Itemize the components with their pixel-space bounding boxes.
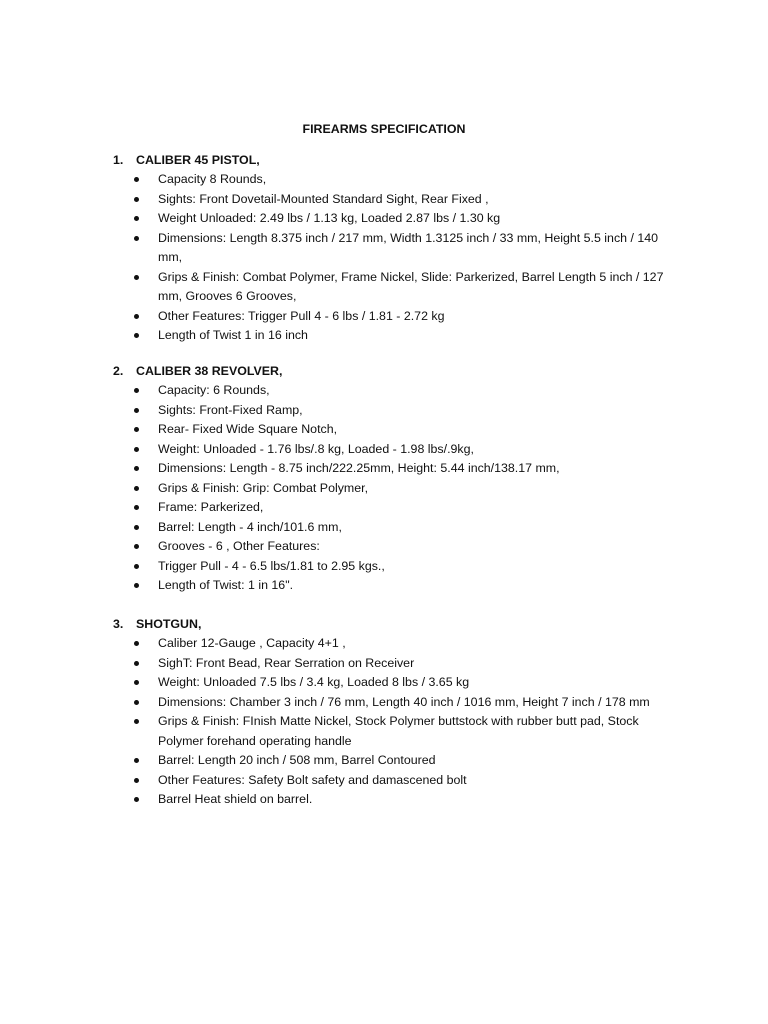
section-pistol	[113, 150, 673, 346]
list-item	[113, 771, 673, 791]
list-item-text: Caliber 12-Gauge , Capacity 4+1 ,	[158, 636, 346, 650]
bullet-icon	[134, 408, 139, 413]
section-title: CALIBER 45 PISTOL,	[136, 153, 260, 167]
list-item-text: Barrel: Length - 4 inch/101.6 mm,	[158, 519, 342, 534]
bullet-icon	[134, 583, 139, 588]
list-item-text: Sights: Front Dovetail-Mounted Standard Sight, Rear Fixed ,	[158, 191, 489, 206]
list-item	[113, 634, 673, 654]
spec-list	[113, 381, 673, 596]
list-item	[113, 537, 673, 557]
bullet-icon	[134, 275, 139, 280]
list-item-text: Length of Twist: 1 in 16".	[158, 578, 294, 592]
list-item	[113, 712, 673, 751]
bullet-icon	[134, 333, 139, 338]
bullet-icon	[134, 447, 139, 452]
list-item-text: Capacity 8 Rounds,	[158, 172, 267, 186]
list-item-text: Rear- Fixed Wide Square Notch,	[158, 422, 338, 436]
bullet-icon	[134, 797, 139, 802]
spec-list	[113, 170, 673, 346]
list-item	[113, 420, 673, 440]
list-item-text: Length of Twist 1 in 16 inch	[158, 328, 308, 342]
document-title: FIREARMS SPECIFICATION	[302, 122, 466, 136]
bullet-icon	[134, 314, 139, 319]
list-item	[113, 557, 673, 577]
list-item-text: Grips & Finish: FInish Matte Nickel, Stock Polymer buttstock with rubber butt pad, Stock Polymer forehand operating handle	[158, 714, 639, 748]
list-item-text: Barrel: Length 20 inch / 508 mm, Barrel Contoured	[158, 753, 436, 767]
list-item-text: Weight: Unloaded 7.5 lbs / 3.4 kg, Loaded 8 lbs / 3.65 kg	[158, 675, 470, 689]
list-item-text: Grips & Finish: Combat Polymer, Frame Nickel, Slide: Parkerized, Barrel Length 5 inch / 127 mm, Grooves 6 Grooves,	[158, 269, 664, 303]
list-item-text: Weight Unloaded: 2.49 lbs / 1.13 kg, Loaded 2.87 lbs / 1.30 kg	[158, 211, 501, 225]
list-item	[113, 170, 673, 190]
list-item-text: Grooves - 6 , Other Features:	[158, 539, 320, 553]
list-item	[113, 229, 673, 268]
bullet-icon	[134, 427, 139, 432]
list-item	[113, 654, 673, 674]
list-item	[113, 307, 673, 327]
list-item	[113, 209, 673, 229]
list-item	[113, 693, 673, 713]
section-title: SHOTGUN,	[136, 617, 202, 631]
list-item-text: Other Features: Trigger Pull 4 - 6 lbs / 1.81 - 2.72 kg	[158, 308, 445, 323]
list-item-text: Dimensions: Chamber 3 inch / 76 mm, Length 40 inch / 1016 mm, Height 7 inch / 178 mm	[158, 694, 650, 709]
list-item-text: Sights: Front-Fixed Ramp,	[158, 402, 303, 417]
bullet-icon	[134, 544, 139, 549]
list-item	[113, 381, 673, 401]
list-item	[113, 268, 673, 307]
list-item-text: Capacity: 6 Rounds,	[158, 383, 270, 397]
bullet-icon	[134, 719, 139, 724]
list-item	[113, 326, 673, 346]
bullet-icon	[134, 505, 139, 510]
list-item	[113, 459, 673, 479]
list-item-text: Trigger Pull - 4 - 6.5 lbs/1.81 to 2.95 kgs.,	[158, 558, 385, 573]
bullet-icon	[134, 778, 139, 783]
bullet-icon	[134, 525, 139, 530]
list-item-text: Frame: Parkerized,	[158, 500, 264, 514]
section-shotgun	[113, 614, 673, 810]
spec-list	[113, 634, 673, 810]
bullet-icon	[134, 216, 139, 221]
section-heading	[113, 361, 673, 381]
list-item	[113, 518, 673, 538]
list-item	[113, 576, 673, 596]
list-item	[113, 751, 673, 771]
bullet-icon	[134, 236, 139, 241]
section-number: 2.	[113, 364, 124, 378]
bullet-icon	[134, 661, 139, 666]
list-item-text: Dimensions: Length - 8.75 inch/222.25mm, Height: 5.44 inch/138.17 mm,	[158, 461, 560, 475]
list-item-text: SighT: Front Bead, Rear Serration on Receiver	[158, 655, 415, 670]
list-item-text: Other Features: Safety Bolt safety and damascened bolt	[158, 772, 467, 787]
bullet-icon	[134, 758, 139, 763]
list-item-text: Weight: Unloaded - 1.76 lbs/.8 kg, Loaded - 1.98 lbs/.9kg,	[158, 441, 474, 456]
section-revolver	[113, 361, 673, 596]
section-heading	[113, 614, 673, 634]
list-item-text: Barrel Heat shield on barrel.	[158, 792, 313, 806]
bullet-icon	[134, 680, 139, 685]
bullet-icon	[134, 197, 139, 202]
list-item-text: Grips & Finish: Grip: Combat Polymer,	[158, 480, 369, 495]
section-number: 1.	[113, 153, 124, 167]
bullet-icon	[134, 641, 139, 646]
section-heading	[113, 150, 673, 170]
bullet-icon	[134, 486, 139, 491]
list-item	[113, 190, 673, 210]
list-item-text: Dimensions: Length 8.375 inch / 217 mm, Width 1.3125 inch / 33 mm, Height 5.5 inch / 140 mm,	[158, 230, 659, 264]
section-number: 3.	[113, 617, 124, 631]
bullet-icon	[134, 564, 139, 569]
bullet-icon	[134, 466, 139, 471]
bullet-icon	[134, 388, 139, 393]
section-title: CALIBER 38 REVOLVER,	[136, 364, 283, 378]
bullet-icon	[134, 700, 139, 705]
list-item	[113, 479, 673, 499]
list-item	[113, 440, 673, 460]
bullet-icon	[134, 177, 139, 182]
list-item	[113, 401, 673, 421]
list-item	[113, 790, 673, 810]
list-item	[113, 498, 673, 518]
list-item	[113, 673, 673, 693]
